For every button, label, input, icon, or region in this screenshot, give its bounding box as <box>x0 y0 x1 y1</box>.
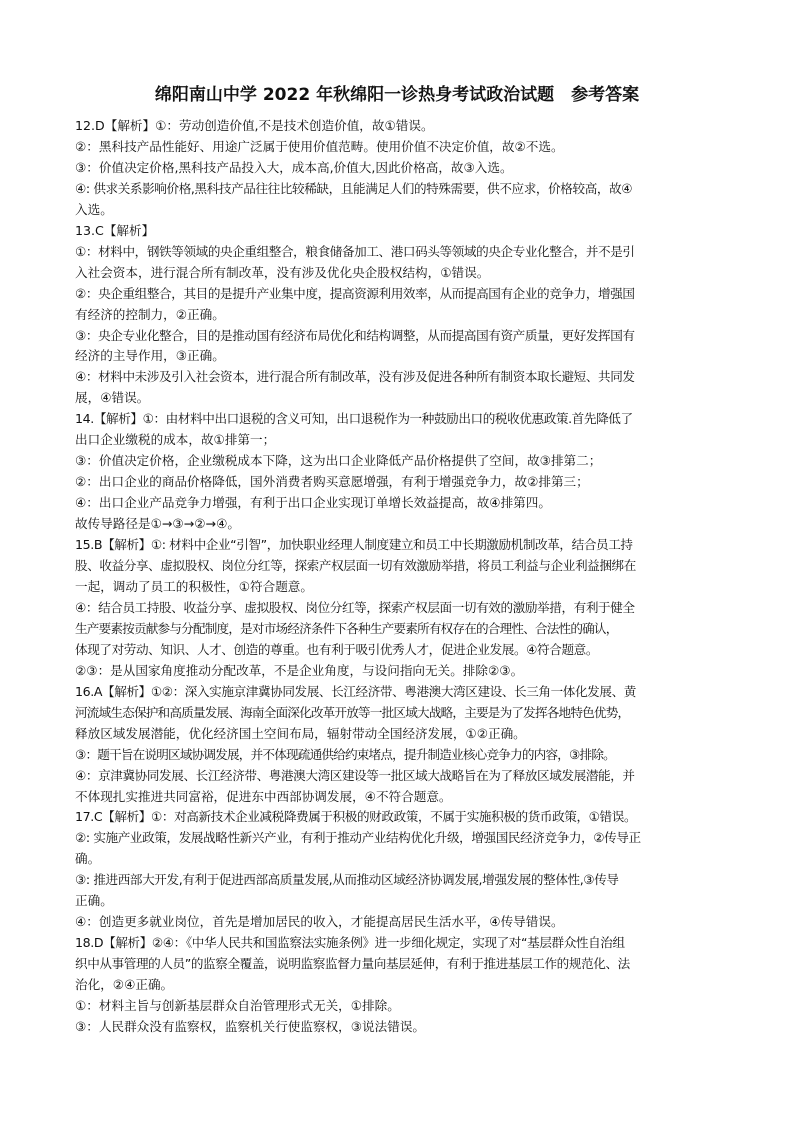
q13-option-1-cont: 入社会资本，进行混合所有制改革，没有涉及优化央企股权结构，①错误。 <box>75 264 490 280</box>
q17-option-4-line: ④：创造更多就业岗位，首先是增加居民的收入，才能提高居民生活水平，④传导错误。 <box>75 914 564 930</box>
q13-option-4-cont: 展，④错误。 <box>75 390 150 406</box>
page-title: 绵阳南山中学 2022 年秋绵阳一诊热身考试政治试题 参考答案 <box>154 85 640 105</box>
q14-option-4-line: ④：出口企业产品竞争力增强，有利于出口企业实现订单增长效益提高，故④排第四。 <box>75 495 551 511</box>
q15-option-4-cont-2: 体现了对劳动、知识、人才、创造的尊重。也有利于吸引优秀人才，促进企业发展。④符合题意。 <box>75 641 599 657</box>
q17-option-2-cont: 确。 <box>75 851 101 867</box>
answer-content <box>75 116 723 1038</box>
q15-option-4-cont-1: 生产要素按贡献参与分配制度，是对市场经济条件下各种生产要素所有权存在的合理性、合法性的确认， <box>75 620 618 636</box>
q13-option-3-cont: 经济的主导作用，③正确。 <box>75 348 225 364</box>
q15-answer-cont-2: 一起，调动了员工的积极性，①符合题意。 <box>75 578 313 594</box>
q16-option-4-line: ④：京津冀协同发展、长江经济带、粤港澳大湾区建设等一批区域大战略旨在为了释放区域发展潜能，并 <box>75 767 635 783</box>
q15-option-4-line: ④：结合员工持股、收益分享、虚拟股权、岗位分红等，探索产权层面一切有效的激励举措，有利于健全 <box>75 599 635 615</box>
q15-answer-line: 15.B【解析】①: 材料中企业“引智”，加快职业经理人制度建立和员工中长期激励机制改革，结合员工持 <box>75 537 633 553</box>
q17-option-3-line: ③: 推进西部大开发,有利于促进西部高质量发展,从而推动区域经济协调发展,增强发展的整体性,③传导 <box>75 872 619 888</box>
q13-option-2-line: ②：央企重组整合，其目的是提升产业集中度，提高资源利用效率，从而提高国有企业的竞争力，增强国 <box>75 285 635 301</box>
q15-option-23-line: ②③：是从国家角度推动分配改革，不是企业角度，与设问指向无关。排除②③。 <box>75 662 524 678</box>
q14-option-2-line: ②：出口企业的商品价格降低，国外消费者购买意愿增强，有利于增强竞争力，故②排第三； <box>75 474 589 490</box>
q18-answer-cont-1: 织中从事管理的人员”的监察全覆盖，说明监察监督力量向基层延伸，有利于推进基层工作的规范化、法 <box>75 956 630 972</box>
q16-answer-line: 16.A【解析】①②：深入实施京津冀协同发展、长江经济带、粤港澳大湾区建设、长三角一体化发展、黄 <box>75 683 636 699</box>
q12-option-4-line: ④: 供求关系影响价格,黑科技产品往往比较稀缺，且能满足人们的特殊需要，供不应求，价格较高，故④ <box>75 180 633 196</box>
q13-answer-line: 13.C【解析】 <box>75 222 155 238</box>
q14-answer-line: 14.【解析】①：由材料中出口退税的含义可知，出口退税作为一种鼓励出口的税收优惠政策.首先降低了 <box>75 411 633 427</box>
q16-answer-cont-2: 释放区域发展潜能，优化经济国土空间布局，辐射带动全国经济发展，①②正确。 <box>75 725 526 741</box>
q13-option-3-line: ③：央企专业化整合，目的是推动国有经济布局优化和结构调整，从而提高国有资产质量，更好发挥国有 <box>75 327 635 343</box>
q12-option-4-cont: 入选。 <box>75 201 113 217</box>
q16-answer-cont-1: 河流域生态保护和高质量发展、海南全面深化改革开放等一批区域大战略，主要是为了发挥各地特色优势， <box>75 704 630 720</box>
q15-answer-cont-1: 股、收益分享、虚拟股权、岗位分红等，探索产权层面一切有效激励举措，将员工利益与企业利益捆绑在 <box>75 558 636 574</box>
q18-answer-line: 18.D【解析】②④：《中华人民共和国监察法实施条例》进一步细化规定，实现了对“基层群众性自治组 <box>75 935 625 951</box>
q17-option-2-line: ②: 实施产业政策，发展战略性新兴产业，有利于推动产业结构优化升级，增强国民经济竞争力，②传导正 <box>75 830 641 846</box>
q13-option-2-cont: 有经济的控制力，②正确。 <box>75 306 225 322</box>
q17-option-3-cont: 正确。 <box>75 893 113 909</box>
q13-option-4-line: ④：材料中未涉及引入社会资本，进行混合所有制改革，没有涉及促进各种所有制资本取长避短、共同发 <box>75 369 635 385</box>
q12-option-3-line: ③：价值决定价格,黑科技产品投入大，成本高,价值大,因此价格高，故③入选。 <box>75 159 513 175</box>
q13-option-1-line: ①：材料中，钢铁等领域的央企重组整合，粮食储备加工、港口码头等领域的央企专业化整合，并不是引 <box>75 243 635 259</box>
q16-option-4-cont: 不体现扎实推进共同富裕，促进东中西部协调发展，④不符合题意。 <box>75 788 452 804</box>
q12-option-2-line: ②：黑科技产品性能好、用途广泛属于使用价值范畴。使用价值不决定价值，故②不选。 <box>75 138 564 154</box>
q14-answer-cont: 出口企业缴税的成本，故①排第一； <box>75 432 276 448</box>
q16-option-3-line: ③：题干旨在说明区域协调发展，并不体现疏通供给约束堵点，提升制造业核心竞争力的内容，③排除。 <box>75 746 615 762</box>
q18-answer-cont-2: 治化，②④正确。 <box>75 977 174 993</box>
q18-option-1-line: ①：材料主旨与创新基层群众自治管理形式无关，①排除。 <box>75 998 400 1014</box>
q18-option-3-line: ③：人民群众没有监察权，监察机关行使监察权，③说法错误。 <box>75 1018 426 1034</box>
q14-conclusion-line: 故传导路径是①→③→②→④。 <box>75 516 240 532</box>
q17-answer-line: 17.C【解析】①：对高新技术企业减税降费属于积极的财政政策，不属于实施积极的货币政策，①错误。 <box>75 809 637 825</box>
q12-answer-line: 12.D【解析】①：劳动创造价值,不是技术创造价值，故①错误。 <box>75 118 434 133</box>
q14-option-3-line: ③：价值决定价格，企业缴税成本下降，这为出口企业降低产品价格提供了空间，故③排第二； <box>75 453 602 469</box>
